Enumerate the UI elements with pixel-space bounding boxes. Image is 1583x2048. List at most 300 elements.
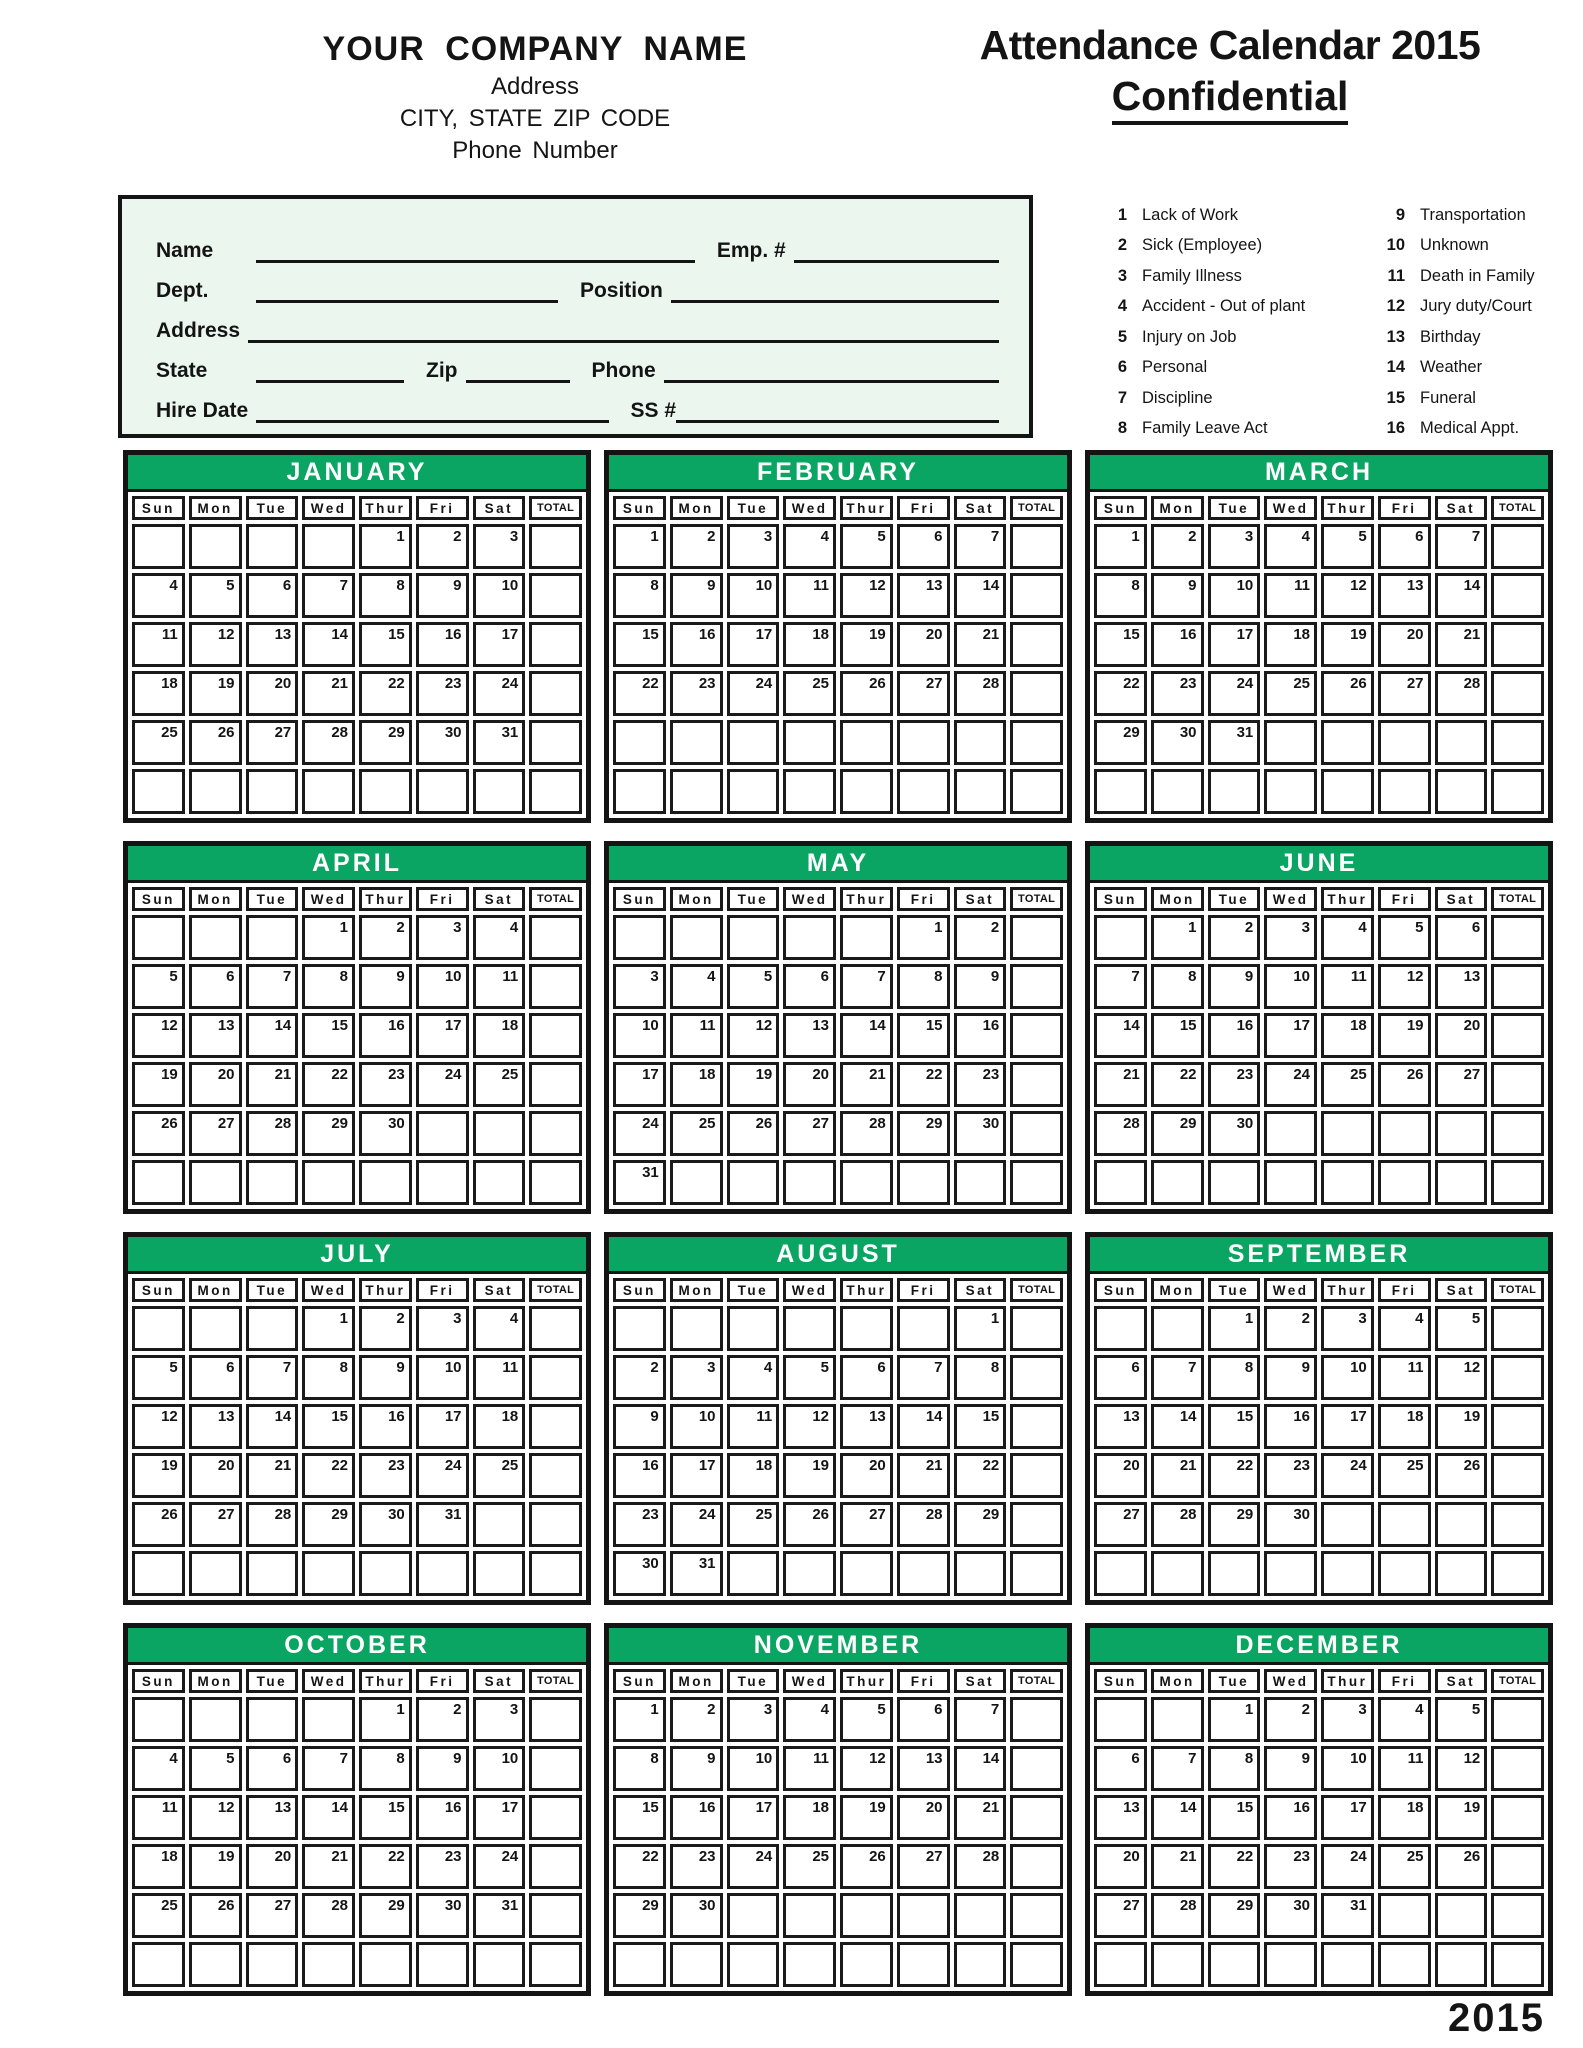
form-row-dept (156, 263, 999, 303)
total-header: TOTAL (1010, 496, 1063, 520)
date-number: 20 (925, 626, 943, 643)
week-row (613, 1551, 1063, 1596)
total-header: TOTAL (1491, 1669, 1544, 1693)
date-number: 17 (501, 1799, 519, 1816)
date-number: 27 (1123, 1506, 1140, 1523)
total-cell (1010, 1355, 1063, 1400)
date-number: 27 (925, 1848, 943, 1865)
date-number: 11 (502, 968, 519, 985)
total-cell (1491, 1551, 1544, 1596)
date-cell (1435, 964, 1488, 1009)
day-header: Tue (1208, 887, 1261, 911)
date-cell (1435, 573, 1488, 618)
date-cell (613, 1306, 666, 1351)
day-header-row (613, 887, 1063, 911)
page-title: Attendance Calendar 2015 (979, 22, 1481, 68)
date-cell (416, 1355, 469, 1400)
date-cell (1208, 1355, 1261, 1400)
day-header-row (1094, 496, 1544, 520)
date-cell (783, 1746, 836, 1791)
date-number: 8 (650, 1750, 659, 1767)
total-cell (1491, 1844, 1544, 1889)
footer-year: 2015 (1448, 1996, 1545, 2040)
date-cell (954, 915, 1007, 960)
date-cell (246, 1306, 299, 1351)
date-cell (1208, 915, 1261, 960)
date-number: 28 (869, 1115, 886, 1132)
date-cell (1378, 671, 1431, 716)
date-number: 11 (699, 1017, 716, 1034)
date-cell (1151, 1404, 1204, 1449)
date-cell (132, 622, 185, 667)
legend-item (1373, 261, 1583, 292)
date-cell (1264, 622, 1317, 667)
date-cell (359, 1111, 412, 1156)
date-cell (1208, 1502, 1261, 1547)
legend-item (1095, 414, 1385, 445)
date-number: 22 (388, 675, 405, 692)
total-header: TOTAL (529, 496, 582, 520)
date-cell (246, 1697, 299, 1742)
date-cell (1264, 1697, 1317, 1742)
date-cell (1378, 1502, 1431, 1547)
total-cell (529, 1893, 582, 1938)
date-number: 18 (161, 1848, 178, 1865)
total-cell (1010, 1306, 1063, 1351)
date-cell (840, 1942, 893, 1987)
date-cell (1151, 1746, 1204, 1791)
date-cell (416, 915, 469, 960)
date-cell (954, 1942, 1007, 1987)
date-number: 18 (812, 1799, 829, 1816)
week-row (613, 1502, 1063, 1547)
date-number: 9 (396, 968, 405, 985)
week-row (132, 1746, 582, 1791)
date-cell (783, 720, 836, 765)
date-cell (1321, 622, 1374, 667)
month-calendar (123, 841, 591, 1214)
date-number: 15 (388, 626, 405, 643)
day-header: Wed (302, 887, 355, 911)
week-row (613, 1013, 1063, 1058)
date-number: 18 (1406, 1799, 1424, 1816)
day-header-row (613, 1669, 1063, 1693)
date-cell (1094, 1893, 1147, 1938)
date-number: 24 (755, 675, 773, 692)
date-number: 7 (282, 1359, 292, 1376)
date-cell (1151, 573, 1204, 618)
date-cell (1435, 1942, 1488, 1987)
date-cell (246, 1844, 299, 1889)
total-cell (1010, 1697, 1063, 1742)
date-cell (1321, 573, 1374, 618)
date-cell (783, 769, 836, 814)
date-cell (1151, 524, 1204, 569)
date-number: 5 (1415, 919, 1424, 936)
date-cell (727, 1306, 780, 1351)
date-cell (783, 1844, 836, 1889)
date-number: 14 (1123, 1017, 1140, 1034)
day-header: Mon (1151, 887, 1204, 911)
date-number: 11 (756, 1408, 773, 1425)
date-number: 18 (161, 675, 178, 692)
date-cell (783, 1453, 836, 1498)
date-number: 3 (707, 1359, 716, 1376)
date-number: 11 (502, 1359, 519, 1376)
date-number: 27 (217, 1506, 235, 1523)
date-number: 4 (1301, 528, 1310, 545)
date-cell (897, 1453, 950, 1498)
total-header: TOTAL (1491, 496, 1544, 520)
date-number: 3 (509, 1701, 519, 1718)
date-number: 7 (339, 1750, 348, 1767)
total-cell (529, 524, 582, 569)
date-number: 5 (1358, 528, 1367, 545)
date-cell (189, 1746, 242, 1791)
date-number: 4 (1415, 1310, 1424, 1327)
date-cell (473, 720, 526, 765)
date-cell (783, 1697, 836, 1742)
day-header: Wed (302, 496, 355, 520)
date-cell (302, 622, 355, 667)
date-number: 4 (509, 919, 519, 936)
date-cell (132, 1111, 185, 1156)
date-number: 13 (217, 1408, 235, 1425)
date-number: 29 (982, 1506, 1000, 1523)
date-cell (954, 1746, 1007, 1791)
date-cell (359, 1160, 412, 1205)
month-title: SEPTEMBER (1090, 1237, 1548, 1274)
date-cell (189, 1453, 242, 1498)
date-cell (613, 1502, 666, 1547)
date-number: 8 (1244, 1359, 1254, 1376)
date-number: 12 (1463, 1359, 1481, 1376)
total-cell (1010, 573, 1063, 618)
total-cell (1491, 1746, 1544, 1791)
date-cell (840, 622, 893, 667)
date-cell (189, 1551, 242, 1596)
week-row (132, 915, 582, 960)
date-number: 6 (1131, 1359, 1140, 1376)
date-number: 26 (161, 1506, 178, 1523)
date-number: 1 (1244, 1701, 1254, 1718)
total-cell (1491, 1942, 1544, 1987)
date-cell (1378, 1795, 1431, 1840)
date-cell (954, 524, 1007, 569)
date-number: 23 (982, 1066, 1000, 1083)
date-number: 2 (453, 1701, 462, 1718)
date-cell (246, 1355, 299, 1400)
date-cell (132, 720, 185, 765)
date-number: 2 (396, 919, 405, 936)
date-number: 16 (1179, 626, 1197, 643)
date-cell (132, 1942, 185, 1987)
date-cell (132, 915, 185, 960)
date-number: 10 (444, 968, 462, 985)
date-number: 8 (934, 968, 943, 985)
date-cell (1435, 622, 1488, 667)
date-number: 23 (698, 1848, 716, 1865)
legend-label: Transportation (1420, 205, 1526, 224)
date-number: 10 (755, 1750, 773, 1767)
date-cell (246, 1502, 299, 1547)
date-cell (359, 769, 412, 814)
day-header: Sun (1094, 496, 1147, 520)
date-number: 3 (1358, 1701, 1367, 1718)
date-number: 1 (1244, 1310, 1254, 1327)
week-row (613, 573, 1063, 618)
date-number: 5 (877, 528, 886, 545)
date-cell (954, 573, 1007, 618)
date-cell (1435, 1355, 1488, 1400)
date-cell (246, 671, 299, 716)
week-row (613, 1306, 1063, 1351)
week-row (132, 1697, 582, 1742)
week-row (613, 1942, 1063, 1987)
legend-item (1373, 322, 1583, 353)
date-cell (246, 1942, 299, 1987)
date-number: 19 (1406, 1017, 1424, 1034)
day-header: Mon (1151, 1278, 1204, 1302)
date-cell (416, 964, 469, 1009)
date-number: 9 (1301, 1359, 1310, 1376)
date-cell (302, 671, 355, 716)
total-cell (1010, 671, 1063, 716)
date-cell (132, 1306, 185, 1351)
date-number: 19 (217, 1848, 235, 1865)
date-cell (473, 1746, 526, 1791)
total-cell (1010, 1746, 1063, 1791)
date-number: 2 (453, 528, 462, 545)
date-number: 18 (501, 1408, 519, 1425)
date-cell (840, 1844, 893, 1889)
phone-label: Phone (591, 359, 656, 382)
date-cell (302, 1355, 355, 1400)
total-cell (529, 1111, 582, 1156)
week-row (132, 1306, 582, 1351)
date-cell (1378, 1746, 1431, 1791)
date-number: 24 (444, 1457, 462, 1474)
form-row-state (156, 343, 999, 383)
date-number: 30 (1236, 1115, 1254, 1132)
day-header: Sun (613, 1278, 666, 1302)
date-number: 19 (1463, 1799, 1481, 1816)
date-cell (473, 1844, 526, 1889)
legend-item (1095, 322, 1385, 353)
date-number: 8 (339, 1359, 348, 1376)
date-number: 29 (1179, 1115, 1197, 1132)
date-number: 23 (1293, 1457, 1310, 1474)
date-number: 19 (812, 1457, 829, 1474)
day-header: Mon (1151, 1669, 1204, 1693)
day-header: Mon (1151, 496, 1204, 520)
date-cell (613, 1013, 666, 1058)
legend-code: 9 (1395, 205, 1405, 224)
date-cell (727, 1404, 780, 1449)
date-number: 4 (169, 577, 178, 594)
date-cell (1321, 1502, 1374, 1547)
date-cell (1208, 1844, 1261, 1889)
legend-item (1095, 383, 1385, 414)
date-cell (1151, 769, 1204, 814)
date-cell (897, 622, 950, 667)
date-cell (897, 1844, 950, 1889)
date-cell (1094, 573, 1147, 618)
date-cell (954, 1355, 1007, 1400)
date-cell (416, 1160, 469, 1205)
date-number: 2 (650, 1359, 659, 1376)
date-cell (1208, 720, 1261, 765)
date-number: 28 (274, 1115, 292, 1132)
date-number: 23 (444, 1848, 462, 1865)
date-cell (416, 524, 469, 569)
month-calendar (604, 450, 1072, 823)
date-cell (189, 1795, 242, 1840)
day-header: Mon (189, 887, 242, 911)
date-number: 29 (1236, 1506, 1254, 1523)
date-cell (302, 573, 355, 618)
date-cell (359, 573, 412, 618)
date-cell (840, 1160, 893, 1205)
date-cell (246, 1893, 299, 1938)
date-number: 21 (331, 1848, 348, 1865)
date-number: 12 (1406, 968, 1424, 985)
date-cell (1321, 1551, 1374, 1596)
date-number: 26 (1463, 1848, 1481, 1865)
date-cell (416, 671, 469, 716)
week-row (613, 1062, 1063, 1107)
date-cell (1435, 720, 1488, 765)
date-cell (1264, 1844, 1317, 1889)
date-number: 21 (1179, 1457, 1197, 1474)
total-cell (1491, 1795, 1544, 1840)
date-cell (954, 1502, 1007, 1547)
total-cell (1010, 1062, 1063, 1107)
date-cell (1264, 1404, 1317, 1449)
date-cell (132, 1062, 185, 1107)
total-cell (1010, 1160, 1063, 1205)
day-header: Wed (1264, 1278, 1317, 1302)
legend-item (1095, 261, 1385, 292)
date-cell (840, 1893, 893, 1938)
total-header: TOTAL (1010, 1278, 1063, 1302)
date-number: 31 (444, 1506, 462, 1523)
date-cell (1094, 1453, 1147, 1498)
date-number: 21 (925, 1457, 943, 1474)
date-cell (670, 622, 723, 667)
date-number: 18 (1350, 1017, 1367, 1034)
day-header: Sat (954, 496, 1007, 520)
date-cell (473, 1062, 526, 1107)
total-cell (529, 1795, 582, 1840)
total-cell (529, 1942, 582, 1987)
date-cell (1435, 1013, 1488, 1058)
absence-code-legend-left (1095, 200, 1385, 444)
date-number: 8 (396, 1750, 405, 1767)
date-cell (840, 769, 893, 814)
date-number: 27 (1463, 1066, 1481, 1083)
date-cell (1094, 1062, 1147, 1107)
week-row (1094, 1844, 1544, 1889)
month-grid (128, 492, 586, 818)
date-cell (189, 1062, 242, 1107)
form-row-address (156, 303, 999, 343)
date-cell (897, 964, 950, 1009)
date-number: 12 (217, 1799, 235, 1816)
date-number: 5 (820, 1359, 829, 1376)
month-calendar (123, 450, 591, 823)
date-cell (1151, 671, 1204, 716)
week-row (613, 720, 1063, 765)
form-row-name (156, 223, 999, 263)
date-number: 18 (1293, 626, 1310, 643)
date-number: 6 (226, 1359, 235, 1376)
day-header: Wed (1264, 1669, 1317, 1693)
date-cell (1378, 720, 1431, 765)
date-cell (1151, 1893, 1204, 1938)
day-header: Tue (246, 1278, 299, 1302)
date-cell (897, 1013, 950, 1058)
document-title-block (940, 22, 1520, 125)
date-cell (954, 1306, 1007, 1351)
date-cell (189, 1404, 242, 1449)
total-cell (529, 1453, 582, 1498)
date-cell (1151, 1111, 1204, 1156)
total-cell (529, 964, 582, 1009)
total-cell (529, 915, 582, 960)
date-cell (1264, 1355, 1317, 1400)
total-cell (529, 769, 582, 814)
total-cell (1010, 1844, 1063, 1889)
date-number: 25 (1293, 675, 1310, 692)
date-number: 26 (217, 724, 235, 741)
date-number: 24 (1350, 1457, 1367, 1474)
date-cell (670, 1795, 723, 1840)
date-cell (1321, 915, 1374, 960)
date-number: 2 (1301, 1310, 1310, 1327)
date-number: 25 (812, 1848, 829, 1865)
date-cell (1321, 1453, 1374, 1498)
day-header: Wed (302, 1278, 355, 1302)
date-cell (359, 964, 412, 1009)
date-cell (670, 1551, 723, 1596)
date-number: 25 (501, 1066, 519, 1083)
date-number: 27 (812, 1115, 829, 1132)
total-cell (1010, 1502, 1063, 1547)
name-line (256, 250, 695, 263)
date-cell (359, 1502, 412, 1547)
date-number: 15 (982, 1408, 1000, 1425)
date-cell (302, 915, 355, 960)
date-number: 1 (339, 919, 348, 936)
total-cell (529, 622, 582, 667)
date-cell (1378, 1453, 1431, 1498)
date-number: 21 (869, 1066, 886, 1083)
date-number: 13 (274, 1799, 292, 1816)
day-header: Tue (246, 496, 299, 520)
company-name: YOUR COMPANY NAME (322, 30, 748, 68)
day-header: Thur (359, 1278, 412, 1302)
date-cell (189, 1160, 242, 1205)
date-cell (670, 1697, 723, 1742)
date-cell (897, 1942, 950, 1987)
date-cell (189, 524, 242, 569)
total-header: TOTAL (1010, 1669, 1063, 1693)
date-cell (670, 1893, 723, 1938)
week-row (132, 1942, 582, 1987)
date-number: 31 (1350, 1897, 1367, 1914)
week-row (613, 1404, 1063, 1449)
